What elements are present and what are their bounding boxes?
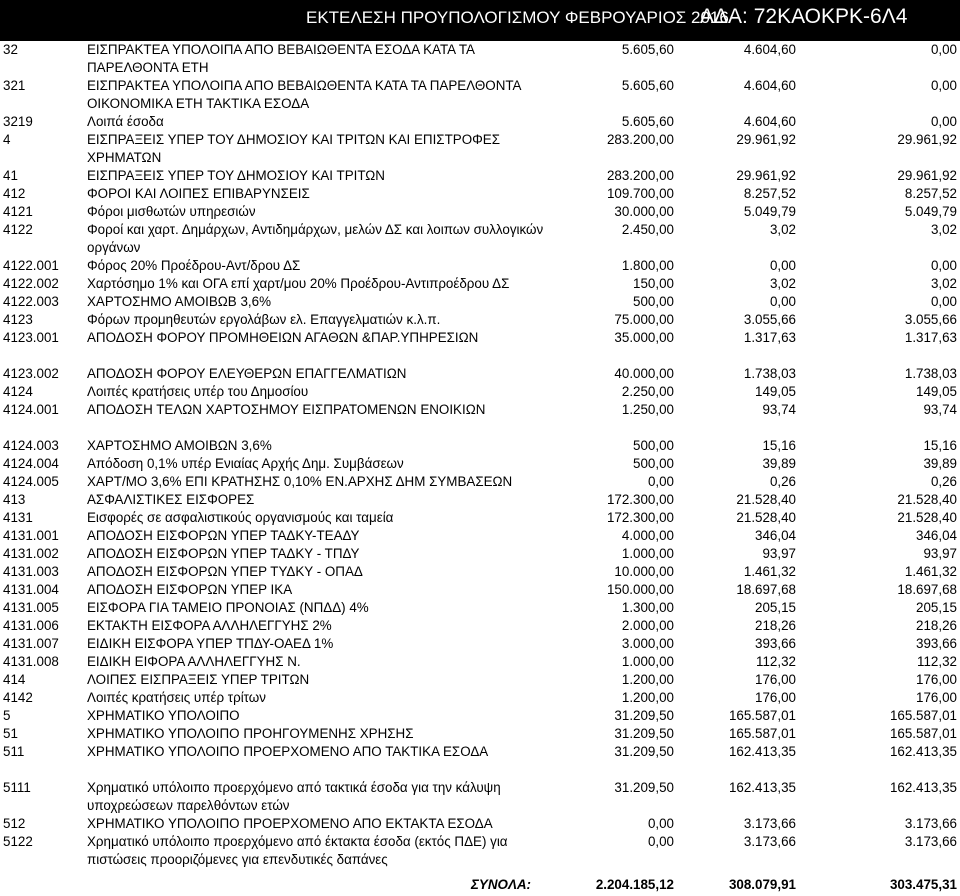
budgeted-amount: 0,00	[647, 816, 674, 831]
table-row	[0, 203, 960, 221]
account-description: ΑΠΟΔΟΣΗ ΕΙΣΦΟΡΩΝ ΥΠΕΡ ΤΑΔΚΥ - ΤΠΔΥ	[87, 546, 360, 561]
certified-amount: 5.049,79	[743, 204, 796, 219]
certified-amount: 1.738,03	[743, 366, 796, 381]
table-row	[0, 491, 960, 509]
account-description: Φοροί και χαρτ. Δημάρχων, Αντιδημάρχων, μελών ΔΣ και λοιπων συλλογικών οργάνων	[87, 222, 544, 255]
certified-amount: 18.697,68	[736, 582, 796, 597]
budgeted-amount: 10.000,00	[614, 564, 674, 579]
collected-amount: 176,00	[916, 672, 957, 687]
budgeted-amount: 5.605,60	[621, 42, 674, 57]
certified-amount: 29.961,92	[736, 132, 796, 147]
budgeted-amount: 500,00	[633, 456, 674, 471]
table-row	[0, 329, 960, 347]
budgeted-amount: 35.000,00	[614, 330, 674, 345]
budgeted-amount: 172.300,00	[606, 510, 674, 525]
certified-amount: 3,02	[769, 276, 796, 291]
budgeted-amount: 2.000,00	[621, 618, 674, 633]
totals-collected: 303.475,31	[889, 877, 957, 892]
budgeted-amount: 5.605,60	[621, 78, 674, 93]
account-code: 41	[3, 168, 18, 183]
budgeted-amount: 2.450,00	[621, 222, 674, 237]
table-row	[0, 401, 960, 419]
budgeted-amount: 150.000,00	[606, 582, 674, 597]
account-code: 4	[3, 132, 11, 147]
certified-amount: 1.317,63	[743, 330, 796, 345]
certified-amount: 93,97	[762, 546, 796, 561]
certified-amount: 165.587,01	[728, 708, 796, 723]
account-code: 511	[3, 744, 25, 759]
table-row	[0, 131, 960, 167]
budgeted-amount: 1.000,00	[621, 654, 674, 669]
collected-amount: 205,15	[916, 600, 957, 615]
account-description: Εισφορές σε ασφαλιστικούς οργανισμούς και ταμεία	[87, 510, 394, 525]
account-description: ΑΠΟΔΟΣΗ ΕΙΣΦΟΡΩΝ ΥΠΕΡ ΙΚΑ	[87, 582, 293, 597]
budgeted-amount: 31.209,50	[614, 744, 674, 759]
certified-amount: 39,89	[762, 456, 796, 471]
collected-amount: 3,02	[930, 276, 957, 291]
ada-watermark: ΑΔΑ: 72ΚΑΟΚΡΚ-6Λ4	[700, 5, 908, 28]
account-description: Λοιπά έσοδα	[87, 114, 164, 129]
certified-amount: 0,00	[769, 258, 796, 273]
table-row	[0, 509, 960, 527]
collected-amount: 39,89	[923, 456, 957, 471]
certified-amount: 3.173,66	[743, 816, 796, 831]
account-code: 4131.007	[3, 636, 59, 651]
document-header	[0, 0, 960, 38]
account-code: 4124	[3, 384, 33, 399]
account-code: 5122	[3, 834, 33, 849]
budgeted-amount: 31.209,50	[614, 708, 674, 723]
account-code: 321	[3, 78, 26, 93]
account-code: 4131.002	[3, 546, 59, 561]
account-code: 3219	[3, 114, 33, 129]
collected-amount: 3.173,66	[904, 816, 957, 831]
account-description: ΧΑΡΤ/ΜΟ 3,6% ΕΠΙ ΚΡΑΤΗΣΗΣ 0,10% ΕΝ.ΑΡΧΗΣ ΔΗΜ ΣΥΜΒΑΣΕΩΝ	[87, 474, 513, 489]
budgeted-amount: 500,00	[633, 438, 674, 453]
account-code: 4131.003	[3, 564, 59, 579]
account-code: 4123.001	[3, 330, 59, 345]
table-row	[0, 365, 960, 383]
budgeted-amount: 1.250,00	[621, 402, 674, 417]
collected-amount: 29.961,92	[897, 132, 957, 147]
budgeted-amount: 109.700,00	[606, 186, 674, 201]
account-code: 32	[3, 42, 18, 57]
budgeted-amount: 283.200,00	[606, 132, 674, 147]
account-description: ΧΡΗΜΑΤΙΚΟ ΥΠΟΛΟΙΠΟ ΠΡΟΕΡΧΟΜΕΝΟ ΑΠΟ ΤΑΚΤΙΚΑ ΕΣΟΔΑ	[87, 744, 489, 759]
account-code: 512	[3, 816, 26, 831]
table-row	[0, 293, 960, 311]
account-description: Χρηματικό υπόλοιπο προερχόμενο από έκτακτα έσοδα (εκτός ΠΔΕ) για πιστώσεις προοριζόμενες για επενδυτικές δαπάνες	[87, 834, 508, 867]
account-code: 4121	[3, 204, 33, 219]
table-row	[0, 77, 960, 113]
table-row	[0, 41, 960, 77]
account-description: ΕΙΣΠΡΑΚΤΕΑ ΥΠΟΛΟΙΠΑ ΑΠΟ ΒΕΒΑΙΩΘΕΝΤΑ ΕΣΟΔΑ ΚΑΤΑ ΤΑ ΠΑΡΕΛΘΟΝΤΑ ΕΤΗ	[87, 42, 475, 75]
collected-amount: 176,00	[916, 690, 957, 705]
table-row	[0, 473, 960, 491]
budgeted-amount: 172.300,00	[606, 492, 674, 507]
certified-amount: 4.604,60	[743, 78, 796, 93]
budgeted-amount: 4.000,00	[621, 528, 674, 543]
account-description: ΛΟΙΠΕΣ ΕΙΣΠΡΑΞΕΙΣ ΥΠΕΡ ΤΡΙΤΩΝ	[87, 672, 310, 687]
certified-amount: 29.961,92	[736, 168, 796, 183]
table-row	[0, 167, 960, 185]
collected-amount: 0,00	[930, 78, 957, 93]
totals-label: ΣΥΝΟΛΑ:	[471, 877, 531, 892]
table-row	[0, 779, 960, 815]
collected-amount: 149,05	[916, 384, 957, 399]
account-description: Λοιπές κρατήσεις υπέρ τρίτων	[87, 690, 266, 705]
totals-budgeted: 2.204.185,12	[595, 877, 674, 892]
account-code: 5111	[3, 780, 31, 795]
certified-amount: 176,00	[755, 672, 796, 687]
collected-amount: 393,66	[916, 636, 957, 651]
account-description: ΕΙΣΦΟΡΑ ΓΙΑ ΤΑΜΕΙΟ ΠΡΟΝΟΙΑΣ (ΝΠΔΔ) 4%	[87, 600, 369, 615]
account-code: 414	[3, 672, 26, 687]
table-row	[0, 725, 960, 743]
certified-amount: 3.055,66	[743, 312, 796, 327]
account-code: 4122.002	[3, 276, 59, 291]
table-row	[0, 581, 960, 599]
certified-amount: 3,02	[769, 222, 796, 237]
certified-amount: 8.257,52	[743, 186, 796, 201]
collected-amount: 0,26	[930, 474, 957, 489]
account-description: ΕΙΣΠΡΑΞΕΙΣ ΥΠΕΡ ΤΟΥ ΔΗΜΟΣΙΟΥ ΚΑΙ ΤΡΙΤΩΝ	[87, 168, 385, 183]
table-row	[0, 563, 960, 581]
collected-amount: 3,02	[930, 222, 957, 237]
account-description: ΕΚΤΑΚΤΗ ΕΙΣΦΟΡΑ ΑΛΛΗΛΕΓΓΥΗΣ 2%	[87, 618, 332, 633]
account-description: ΦΟΡΟΙ ΚΑΙ ΛΟΙΠΕΣ ΕΠΙΒΑΡΥΝΣΕΙΣ	[87, 186, 310, 201]
account-code: 4122.001	[3, 258, 59, 273]
certified-amount: 1.461,32	[743, 564, 796, 579]
account-description: ΑΠΟΔΟΣΗ ΕΙΣΦΟΡΩΝ ΥΠΕΡ ΤΑΔΚΥ-ΤΕΑΔΥ	[87, 528, 360, 543]
budget-table	[0, 41, 960, 869]
table-row	[0, 617, 960, 635]
table-row	[0, 527, 960, 545]
table-row	[0, 707, 960, 725]
budgeted-amount: 1.300,00	[621, 600, 674, 615]
certified-amount: 112,32	[756, 654, 796, 669]
account-description: ΑΣΦΑΛΙΣΤΙΚΕΣ ΕΙΣΦΟΡΕΣ	[87, 492, 255, 507]
certified-amount: 3.173,66	[743, 834, 796, 849]
account-code: 4131.006	[3, 618, 59, 633]
account-code: 4142	[3, 690, 33, 705]
table-row	[0, 671, 960, 689]
table-row	[0, 653, 960, 671]
table-row	[0, 743, 960, 761]
certified-amount: 393,66	[755, 636, 796, 651]
account-description: ΑΠΟΔΟΣΗ ΤΕΛΩΝ ΧΑΡΤΟΣΗΜΟΥ ΕΙΣΠΡΑΤΟΜΕΝΩΝ ΕΝΟΙΚΙΩΝ	[87, 402, 486, 417]
account-code: 4131	[3, 510, 33, 525]
collected-amount: 93,74	[923, 402, 957, 417]
certified-amount: 21.528,40	[736, 510, 796, 525]
certified-amount: 205,15	[755, 600, 796, 615]
account-description: ΑΠΟΔΟΣΗ ΦΟΡΟΥ ΠΡΟΜΗΘΕΙΩΝ ΑΓΑΘΩΝ &ΠΑΡ.ΥΠΗΡΕΣΙΩΝ	[87, 330, 479, 345]
account-description: ΑΠΟΔΟΣΗ ΕΙΣΦΟΡΩΝ ΥΠΕΡ ΤΥΔΚΥ - ΟΠΑΔ	[87, 564, 363, 579]
budgeted-amount: 75.000,00	[614, 312, 674, 327]
budgeted-amount: 1.000,00	[621, 546, 674, 561]
account-code: 51	[3, 726, 18, 741]
budgeted-amount: 500,00	[633, 294, 674, 309]
certified-amount: 4.604,60	[743, 42, 796, 57]
table-row	[0, 185, 960, 203]
account-description: Φόρος 20% Προέδρου-Αντ/δρου ΔΣ	[87, 258, 301, 273]
account-code: 4131.005	[3, 600, 59, 615]
budgeted-amount: 40.000,00	[614, 366, 674, 381]
budgeted-amount: 0,00	[647, 834, 674, 849]
certified-amount: 165.587,01	[728, 726, 796, 741]
account-code: 412	[3, 186, 26, 201]
table-row	[0, 815, 960, 833]
collected-amount: 165.587,01	[889, 708, 957, 723]
account-code: 4124.004	[3, 456, 59, 471]
table-row	[0, 437, 960, 455]
account-code: 4122.003	[3, 294, 59, 309]
collected-amount: 3.055,66	[904, 312, 957, 327]
account-description: ΕΙΣΠΡΑΚΤΕΑ ΥΠΟΛΟΙΠΑ ΑΠΟ ΒΕΒΑΙΩΘΕΝΤΑ ΚΑΤΑ ΤΑ ΠΑΡΕΛΘΟΝΤΑ ΟΙΚΟΝΟΜΙΚΑ ΕΤΗ ΤΑΚΤΙΚΑ ΕΣΟΔΑ	[87, 78, 521, 111]
collected-amount: 29.961,92	[897, 168, 957, 183]
collected-amount: 1.317,63	[904, 330, 957, 345]
account-description: ΕΙΔΙΚΗ ΕΙΣΦΟΡΑ ΥΠΕΡ ΤΠΔΥ-ΟΑΕΔ 1%	[87, 636, 334, 651]
account-description: ΕΙΣΠΡΑΞΕΙΣ ΥΠΕΡ ΤΟΥ ΔΗΜΟΣΙΟΥ ΚΑΙ ΤΡΙΤΩΝ ΚΑΙ ΕΠΙΣΤΡΟΦΕΣ ΧΡΗΜΑΤΩΝ	[87, 132, 501, 165]
certified-amount: 149,05	[755, 384, 796, 399]
certified-amount: 93,74	[762, 402, 796, 417]
certified-amount: 21.528,40	[736, 492, 796, 507]
budgeted-amount: 5.605,60	[621, 114, 674, 129]
collected-amount: 112,32	[917, 654, 957, 669]
account-description: ΕΙΔΙΚΗ ΕΙΦΟΡΑ ΑΛΛΗΛΕΓΓΥΗΣ Ν.	[87, 654, 301, 669]
account-description: Απόδοση 0,1% υπέρ Ενιαίας Αρχής Δημ. Συμβάσεων	[87, 456, 404, 471]
account-code: 4122	[3, 222, 33, 237]
account-code: 4131.008	[3, 654, 59, 669]
collected-amount: 3.173,66	[904, 834, 957, 849]
account-description: Φόρων προμηθευτών εργολάβων ελ. Επαγγελματιών κ.λ.π.	[87, 312, 441, 327]
document-title: ΕΚΤΕΛΕΣΗ ΠΡΟΥΠΟΛΟΓΙΣΜΟΥ ΦΕΒΡΟΥΑΡΙΟΣ 2016	[306, 8, 729, 27]
budgeted-amount: 1.200,00	[621, 690, 674, 705]
account-description: ΧΡΗΜΑΤΙΚΟ ΥΠΟΛΟΙΠΟ ΠΡΟΕΡΧΟΜΕΝΟ ΑΠΟ ΕΚΤΑΚΤΑ ΕΣΟΔΑ	[87, 816, 493, 831]
budgeted-amount: 31.209,50	[614, 780, 674, 795]
account-code: 4124.001	[3, 402, 59, 417]
collected-amount: 0,00	[930, 42, 957, 57]
account-code: 4131.001	[3, 528, 59, 543]
collected-amount: 346,04	[916, 528, 957, 543]
table-row	[0, 545, 960, 563]
totals-row	[0, 877, 960, 895]
budgeted-amount: 2.250,00	[621, 384, 674, 399]
account-description: ΧΑΡΤΟΣΗΜΟ ΑΜΟΙΒΩΒ 3,6%	[87, 294, 271, 309]
collected-amount: 162.413,35	[889, 780, 957, 795]
table-row	[0, 383, 960, 401]
collected-amount: 5.049,79	[904, 204, 957, 219]
table-row	[0, 635, 960, 653]
account-code: 4123	[3, 312, 33, 327]
collected-amount: 21.528,40	[897, 492, 957, 507]
collected-amount: 1.461,32	[904, 564, 957, 579]
account-code: 4124.005	[3, 474, 59, 489]
account-description: Χρηματικό υπόλοιπο προερχόμενο από τακτικά έσοδα για την κάλυψη υποχρεώσεων παρελθόντων ετών	[87, 780, 501, 813]
table-row	[0, 689, 960, 707]
account-description: Λοιπές κρατήσεις υπέρ του Δημοσίου	[87, 384, 309, 399]
collected-amount: 8.257,52	[904, 186, 957, 201]
certified-amount: 218,26	[755, 618, 796, 633]
account-code: 4123.002	[3, 366, 59, 381]
certified-amount: 0,26	[769, 474, 796, 489]
account-code: 413	[3, 492, 26, 507]
collected-amount: 18.697,68	[897, 582, 957, 597]
collected-amount: 0,00	[930, 114, 957, 129]
collected-amount: 1.738,03	[904, 366, 957, 381]
budgeted-amount: 30.000,00	[614, 204, 674, 219]
certified-amount: 176,00	[755, 690, 796, 705]
certified-amount: 162.413,35	[728, 744, 796, 759]
budgeted-amount: 1.200,00	[621, 672, 674, 687]
collected-amount: 165.587,01	[889, 726, 957, 741]
collected-amount: 0,00	[930, 294, 957, 309]
account-description: ΑΠΟΔΟΣΗ ΦΟΡΟΥ ΕΛΕΥΘΕΡΩΝ ΕΠΑΓΓΕΛΜΑΤΙΩΝ	[87, 366, 407, 381]
certified-amount: 0,00	[769, 294, 796, 309]
certified-amount: 346,04	[755, 528, 796, 543]
collected-amount: 21.528,40	[897, 510, 957, 525]
collected-amount: 0,00	[930, 258, 957, 273]
table-row	[0, 311, 960, 329]
account-code: 4131.004	[3, 582, 59, 597]
account-description: Χαρτόσημο 1% και ΟΓΑ επί χαρτ/μου 20% Προέδρου-Αντιπροέδρου ΔΣ	[87, 276, 510, 291]
collected-amount: 162.413,35	[889, 744, 957, 759]
table-row	[0, 455, 960, 473]
account-description: Φόροι μισθωτών υπηρεσιών	[87, 204, 256, 219]
certified-amount: 162.413,35	[728, 780, 796, 795]
table-row	[0, 275, 960, 293]
account-code: 4124.003	[3, 438, 59, 453]
budgeted-amount: 283.200,00	[606, 168, 674, 183]
account-description: ΧΡΗΜΑΤΙΚΟ ΥΠΟΛΟΙΠΟ	[87, 708, 240, 723]
collected-amount: 15,16	[923, 438, 957, 453]
budgeted-amount: 3.000,00	[621, 636, 674, 651]
account-code: 5	[3, 708, 11, 723]
budgeted-amount: 1.800,00	[621, 258, 674, 273]
account-description: ΧΡΗΜΑΤΙΚΟ ΥΠΟΛΟΙΠΟ ΠΡΟΗΓΟΥΜΕΝΗΣ ΧΡΗΣΗΣ	[87, 726, 414, 741]
collected-amount: 93,97	[923, 546, 957, 561]
table-row	[0, 221, 960, 257]
table-row	[0, 599, 960, 617]
certified-amount: 4.604,60	[743, 114, 796, 129]
table-row	[0, 113, 960, 131]
totals-certified: 308.079,91	[728, 877, 796, 892]
budgeted-amount: 150,00	[633, 276, 674, 291]
table-row	[0, 833, 960, 869]
collected-amount: 218,26	[916, 618, 957, 633]
table-row	[0, 257, 960, 275]
budgeted-amount: 0,00	[647, 474, 674, 489]
budgeted-amount: 31.209,50	[614, 726, 674, 741]
certified-amount: 15,16	[762, 438, 796, 453]
account-description: ΧΑΡΤΟΣΗΜΟ ΑΜΟΙΒΩΝ 3,6%	[87, 438, 272, 453]
